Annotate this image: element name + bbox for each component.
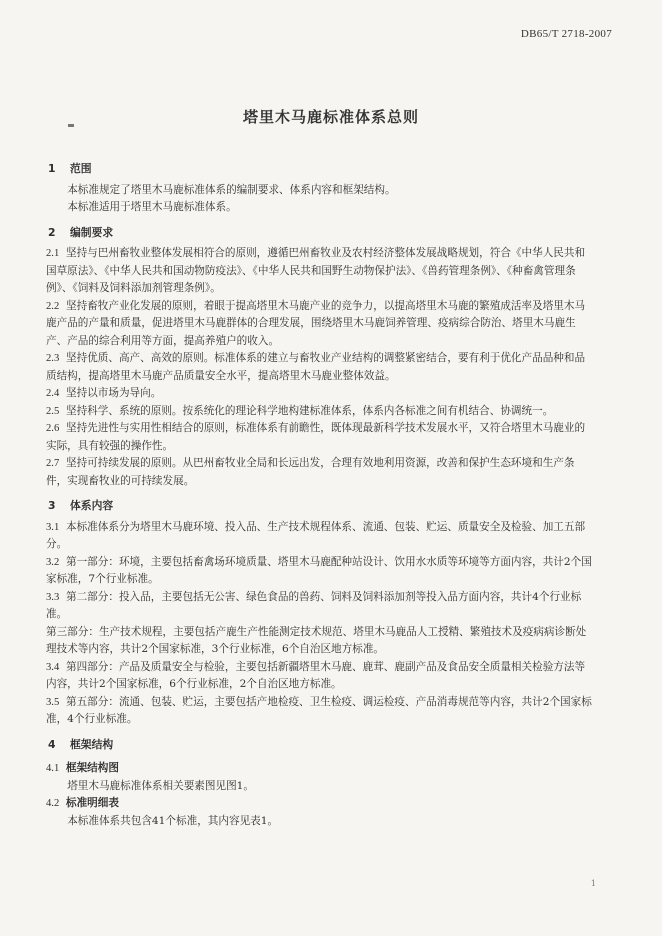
section-title: 编制要求 [70,225,114,239]
clause [46,624,594,659]
scan-mark [68,124,74,127]
section-number: 4 [48,737,56,751]
clause-text: 第二部分：投入品，主要包括无公害、绿色食品的兽药、饲料及饲料添加剂等投入品方面内容，共计4个行业标准。 [46,590,582,620]
clause-text: 坚持可持续发展的原则。从巴州畜牧业全局和长远出发，合理有效地利用资源，改善和保护生态环境和生产条件，实现畜牧业的可持续发展。 [46,457,575,487]
clause-text: 坚持优质、高产、高效的原则。标准体系的建立与畜牧业产业结构的调整紧密结合，要有利于优化产品品种和品质结构，提高塔里木马鹿产品质量安全水平，提高塔里木马鹿业整体效益。 [46,352,586,382]
section-2-heading [46,224,594,242]
clause-text: 坚持先进性与实用性相结合的原则，标准体系有前瞻性，既体现最新科学技术发展水平，又符合塔里木马鹿业的实际，具有较强的操作性。 [46,422,586,452]
clause-number: 2.6 [46,423,60,434]
clause [46,519,594,554]
clause-number: 3.3 [46,591,60,603]
paragraph: 塔里木马鹿标准体系相关要素图见图1。 [67,779,255,792]
clause [46,350,594,385]
subsection-number: 4.1 [46,763,60,774]
document-title: 塔里木马鹿标准体系总则 [242,108,419,126]
clause-number: 2.1 [46,248,60,259]
clause-text: 坚持科学、系统的原则。按系统化的理论科学地构建标准体系，体系内各标准之间有机结合、协调统一。 [66,404,554,417]
paragraph: 本标准适用于塔里木马鹿标准体系。 [67,201,237,213]
subsection-title: 标准明细表 [66,797,119,809]
clause-text: 第五部分：流通、包装、贮运，主要包括产地检疫、卫生检疫、调运检疫、产品消毒规范等内容，共计2个国家标准，4个行业标准。 [46,695,592,725]
subsection-4-2-heading [46,795,594,813]
clause-text: 第四部分：产品及质量安全与检验，主要包括新疆塔里木马鹿、鹿茸、鹿副产品及食品安全质量相关检验方法等内容，共计2个国家标准，6个行业标准，2个自治区地方标准。 [46,660,586,690]
clause-text: 坚持与巴州畜牧业整体发展相符合的原则，遵循巴州畜牧业及农村经济整体发展战略规划，符合《中华人民共和国草原法》、《中华人民共和国动物防疫法》、《中华人民共和国野生动物保护法》、《兽药管理条例》、《种畜禽管理条例》、《饲料及饲料添加剂管理条例》。 [46,247,586,294]
standard-code: DB65/T 2718-2007 [520,28,612,40]
clause [46,589,594,624]
clause-text: 第三部分：生产技术规程，主要包括产鹿生产性能测定技术规范、塔里木马鹿品人工授精、繁殖技术及疫病病诊断处理技术等内容，共计2个国家标准，3个行业标准，6个自治区地方标准。 [46,625,587,655]
section-title: 框架结构 [70,737,114,751]
clause-number: 3.5 [46,696,60,708]
section-number: 2 [48,225,56,239]
clause-text: 第一部分：环境，主要包括畜禽场环境质量、塔里木马鹿配种站设计、饮用水水质等环境等方面内容，共计2个国家标准，7个行业标准。 [46,555,592,585]
subsection-4-1-heading [46,760,594,778]
clause [46,694,594,729]
section-3-heading [46,497,594,515]
section-4-heading [46,736,594,754]
clause-number: 2.4 [46,388,60,399]
clause-number: 2.3 [46,353,60,364]
page-number: 1 [590,879,596,888]
clause-text: 坚持畜牧产业化发展的原则，着眼于提高塔里木马鹿产业的竞争力，以提高塔里木马鹿的繁殖成活率及塔里木马鹿产品的产量和质量，促进塔里木马鹿群体的合理发展，围绕塔里木马鹿饲养管理、疫病综合防治、塔里木马鹿生产、产品的综合利用等方面，提高养殖户的收入。 [46,299,586,347]
clause-number: 2.5 [46,405,60,417]
clause-text: 坚持以市场为导向。 [66,387,162,399]
clause [46,554,594,589]
clause-number: 2.7 [46,458,60,469]
paragraph: 本标准体系共包含41个标准，其内容见表1。 [67,814,279,827]
clause [46,245,594,298]
subsection-number: 4.2 [46,798,60,809]
clause [46,659,594,694]
clause [46,403,594,421]
section-title: 范围 [70,162,92,175]
clause [46,298,594,351]
document-body [46,160,594,830]
clause [46,385,594,403]
clause-text: 本标准体系分为塔里木马鹿环境、投入品、生产技术规程体系、流通、包装、贮运、质量安全及检验、加工五部分。 [46,520,586,550]
clause-number: 3.1 [46,521,60,533]
clause [46,420,594,455]
section-title: 体系内容 [70,499,114,512]
clause-number: 3.4 [46,661,60,673]
section-number: 3 [48,499,56,512]
clause-number: 2.2 [46,300,60,312]
clause-number: 3.2 [46,556,60,568]
clause [46,455,594,490]
section-number: 1 [48,162,56,175]
subsection-title: 框架结构图 [66,762,119,774]
section-1-heading [46,160,594,178]
paragraph: 本标准规定了塔里木马鹿标准体系的编制要求、体系内容和框架结构。 [67,183,396,196]
